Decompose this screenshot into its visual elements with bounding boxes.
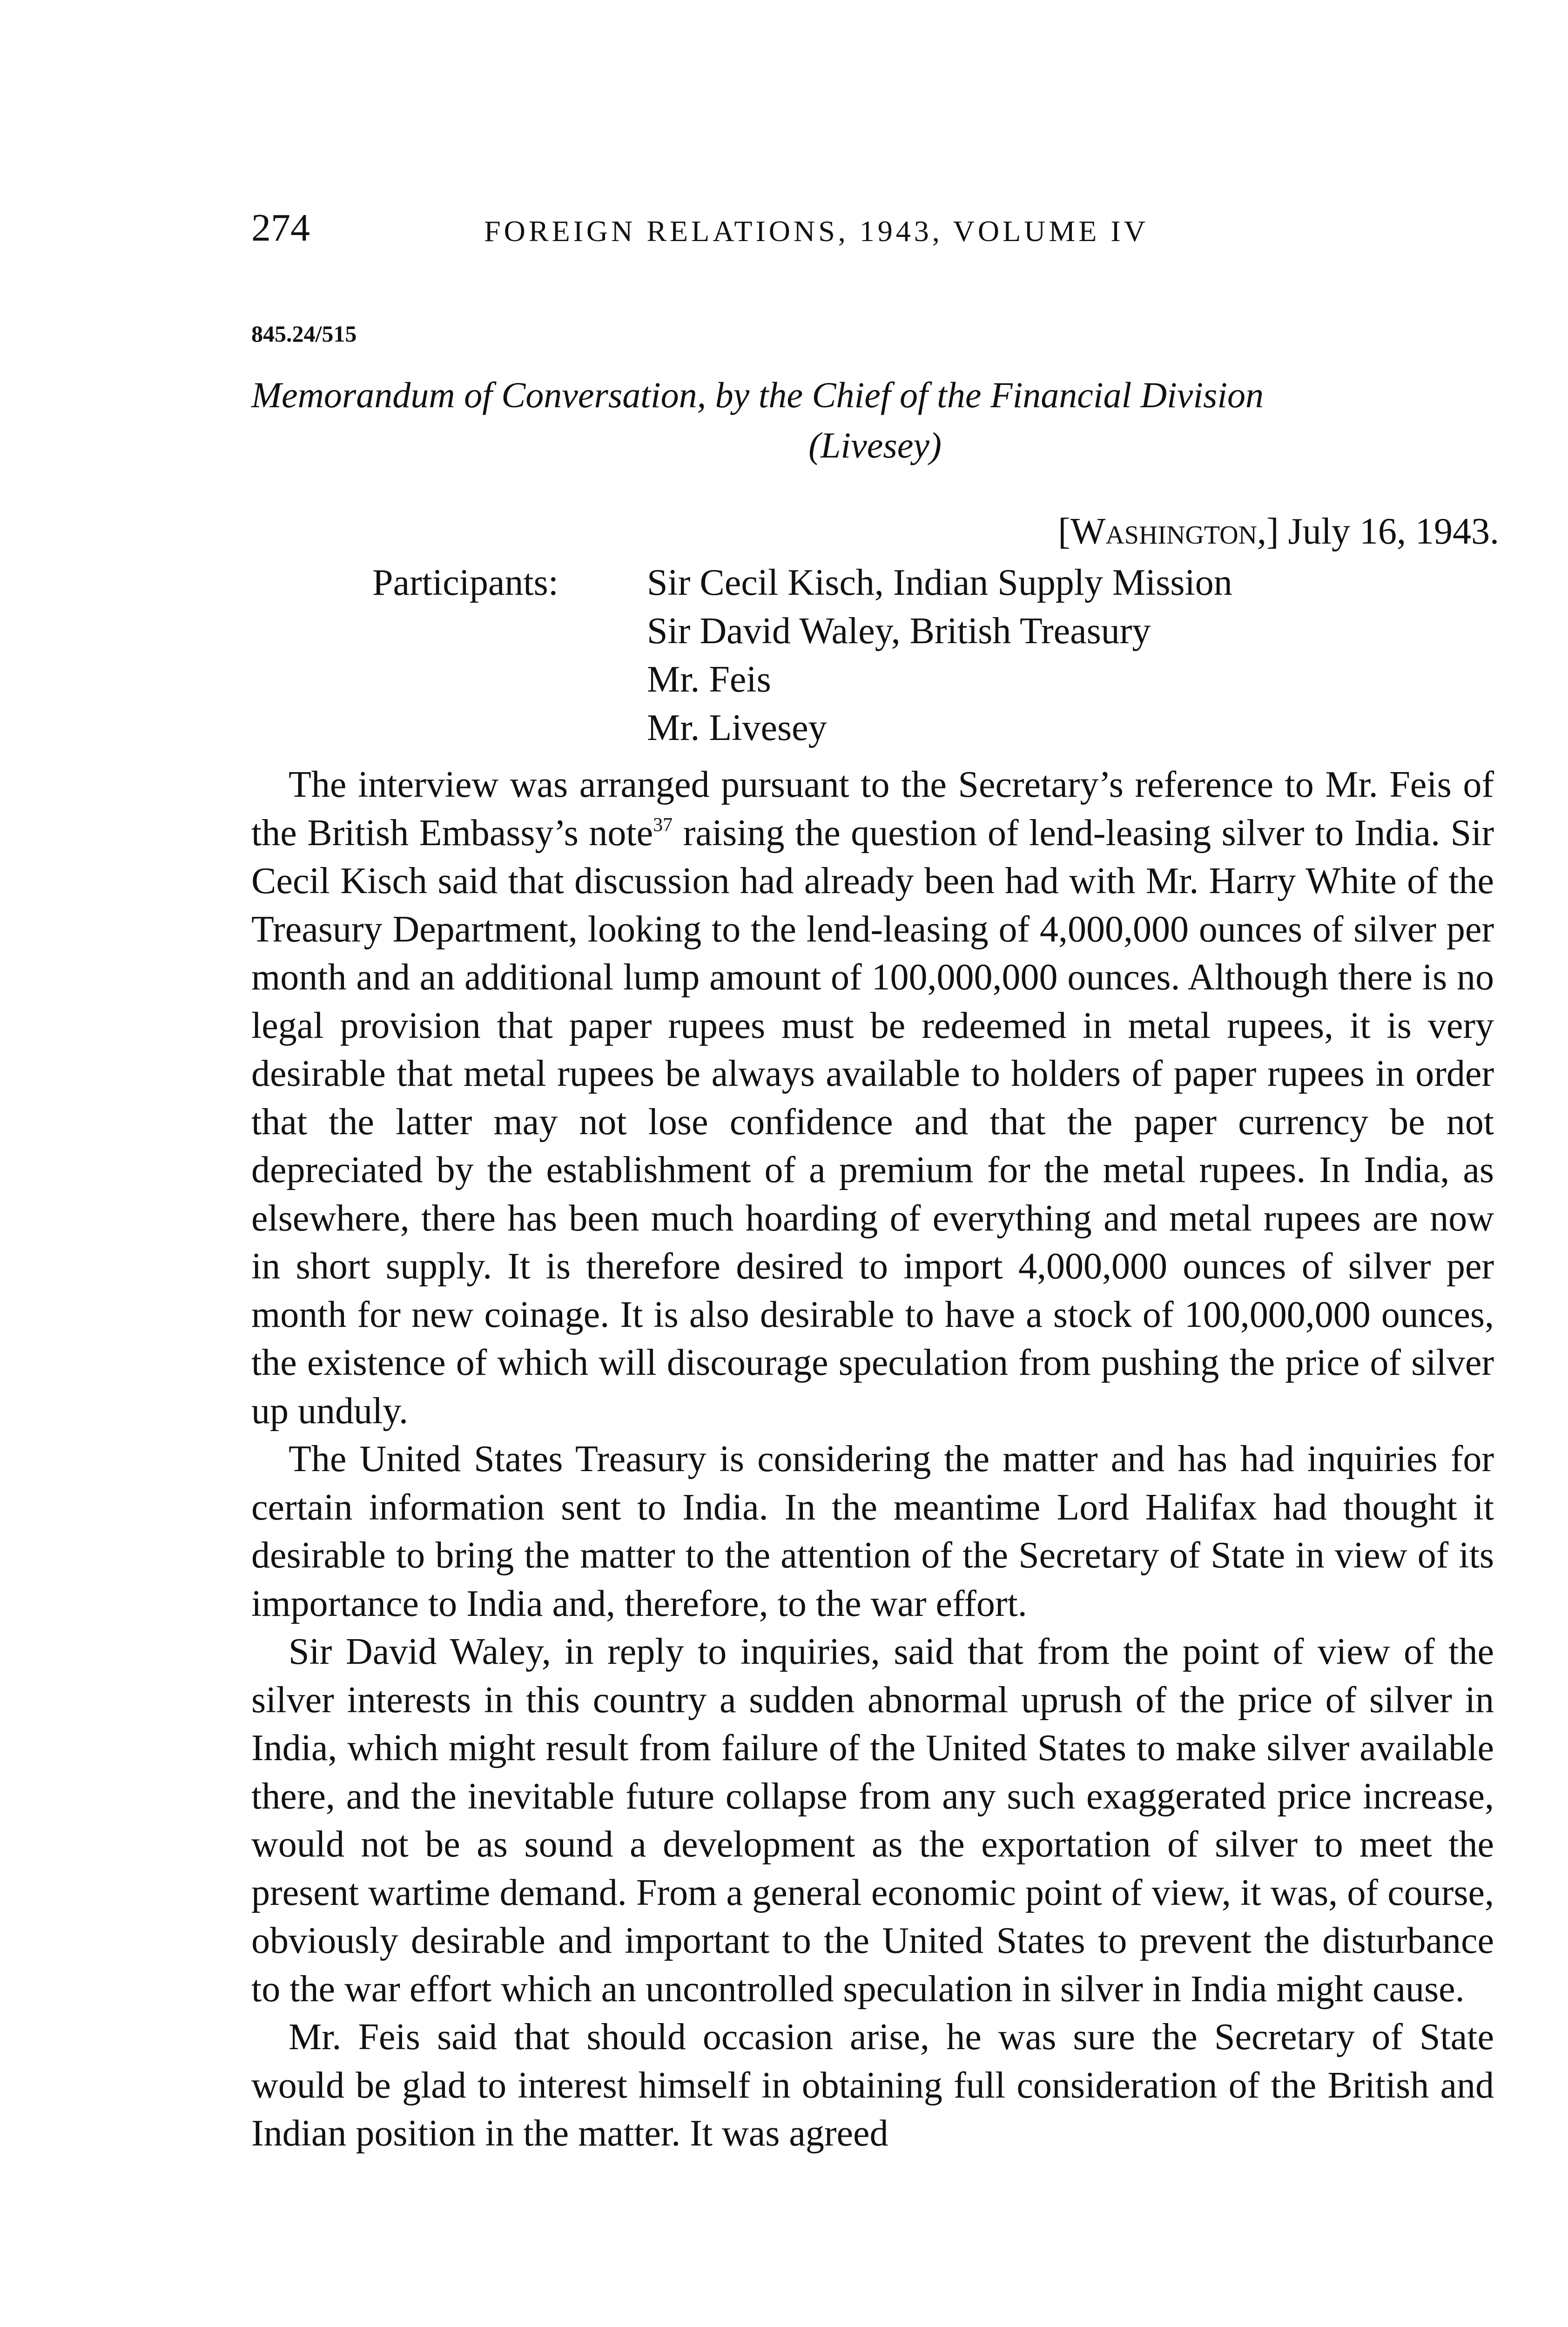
document-title-line1: Memorandum of Conversation, by the Chief of the Financial Division xyxy=(251,375,1264,415)
participants-label: Participants: xyxy=(372,562,559,603)
memo-body xyxy=(251,761,1494,2158)
dateline-date: July 16, 1943. xyxy=(1288,511,1499,552)
participants-list xyxy=(647,558,1232,752)
page-number: 274 xyxy=(251,206,310,249)
document-title-line2: (Livesey) xyxy=(808,425,942,465)
participant-name: Sir Cecil Kisch, Indian Supply Mission xyxy=(647,562,1232,603)
participant-name: Mr. Feis xyxy=(647,659,771,700)
page-header xyxy=(251,205,1508,256)
participant-name: Mr. Livesey xyxy=(647,707,827,748)
participant-name: Sir David Waley, British Treasury xyxy=(647,611,1151,652)
paragraph-text: raising the question of lend-leasing silver to India. Sir Cecil Kisch said that discussion had already been had with Mr. Harry White of the Treasury Department, looking to the lend-leasing of 4,000,000 ounces of silver per month and an additional lump amount of 100,000,000 ounces. Although there is no legal provision that paper rupees must be redeemed in metal rupees, it is very desirable that metal rupees be always available to holders of paper rupees in order that the latter may not lose confidence and that the paper currency be not depreciated by the establishment of a premium for the metal rupees. In India, as elsewhere, there has been much hoarding of everything and metal rupees are now in short supply. It is therefore desired to import 4,000,000 ounces of silver per month for new coinage. It is also desirable to have a stock of 100,000,000 ounces, the existence of which will discourage speculation from pushing the price of silver up unduly. xyxy=(251,812,1494,1432)
document-title xyxy=(251,370,1499,471)
footnote-reference[interactable]: 37 xyxy=(653,814,673,836)
body-paragraph: Mr. Feis said that should occasion arise, he was sure the Secretary of State would be glad to interest himself in obtaining full consideration of the British and Indian position in the matter. It was agreed xyxy=(251,2017,1494,2154)
dateline-place: [Washington,] xyxy=(1058,511,1279,552)
body-paragraph: The United States Treasury is considering the matter and has had inquiries for certain information sent to India. In the meantime Lord Halifax had thought it desirable to bring the matter to the attention of the Secretary of State in view of its importance to India and, therefore, to the war effort. xyxy=(251,1439,1494,1624)
dateline xyxy=(1058,507,1499,556)
running-title: FOREIGN RELATIONS, 1943, VOLUME IV xyxy=(484,215,1149,248)
body-paragraph xyxy=(251,761,1494,1435)
file-number: 845.24/515 xyxy=(251,321,357,347)
body-paragraph: Sir David Waley, in reply to inquiries, said that from the point of view of the silver interests in this country a sudden abnormal uprush of the price of silver in India, which might result from failure of the United States to make silver available there, and the inevitable future collapse from any such exaggerated price increase, would not be as sound a development as the exportation of silver to meet the present wartime demand. From a general economic point of view, it was, of course, obviously desirable and important to the United States to prevent the disturbance to the war effort which an uncontrolled speculation in silver in India might cause. xyxy=(251,1631,1494,2010)
paragraph-text: The interview was arranged pursuant to the Secretary’s reference to Mr. Feis of the British Embassy’s note xyxy=(251,764,1494,854)
